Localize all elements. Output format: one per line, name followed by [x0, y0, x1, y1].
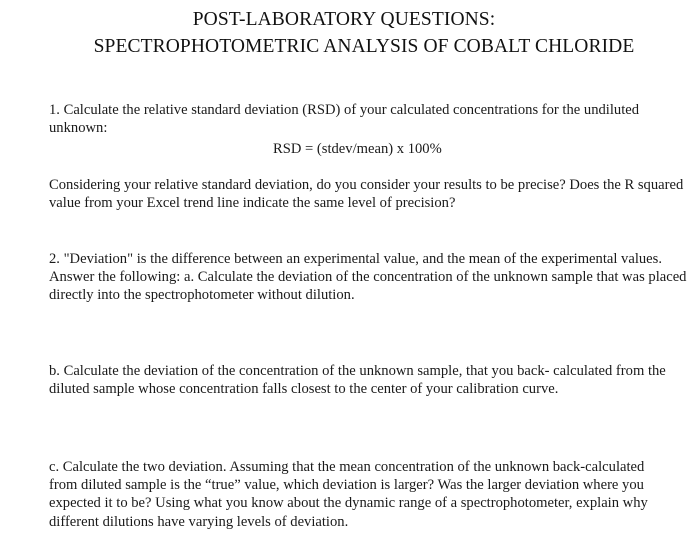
question-2c-text: c. Calculate the two deviation. Assuming that the mean concentration of the unknown back-calculated from diluted sample is the “true” value, which deviation is larger? Was the larger deviation where you expected it to be? Using what you know about the dynamic range of a spectrophotometer, explain why different dilutions have varying levels of deviation.	[49, 459, 648, 530]
document-title-line-1: POST-LABORATORY QUESTIONS:	[192, 9, 496, 30]
rsd-formula: RSD = (stdev/mean) x 100%	[273, 141, 442, 157]
question-2a-text: 2. "Deviation" is the difference between an experimental value, and the mean of the experimental values. Answer the following: a. Calculate the deviation of the concentration of the unknown sample that was placed directly into the spectrophotometer without dilution.	[49, 251, 687, 304]
question-1-followup: Considering your relative standard deviation, do you consider your results to be precise? Does the R squared value from your Excel trend line indicate the same level of precision?	[49, 177, 684, 212]
question-1-text: 1. Calculate the relative standard deviation (RSD) of your calculated concentrations for the undiluted unknown:	[49, 102, 640, 137]
document-title-line-2: SPECTROPHOTOMETRIC ANALYSIS OF COBALT CHLORIDE	[93, 36, 635, 57]
question-2b-text: b. Calculate the deviation of the concentration of the unknown sample, that you back- calculated from the diluted sample whose concentration falls closest to the center of your calibration curve.	[49, 363, 666, 398]
